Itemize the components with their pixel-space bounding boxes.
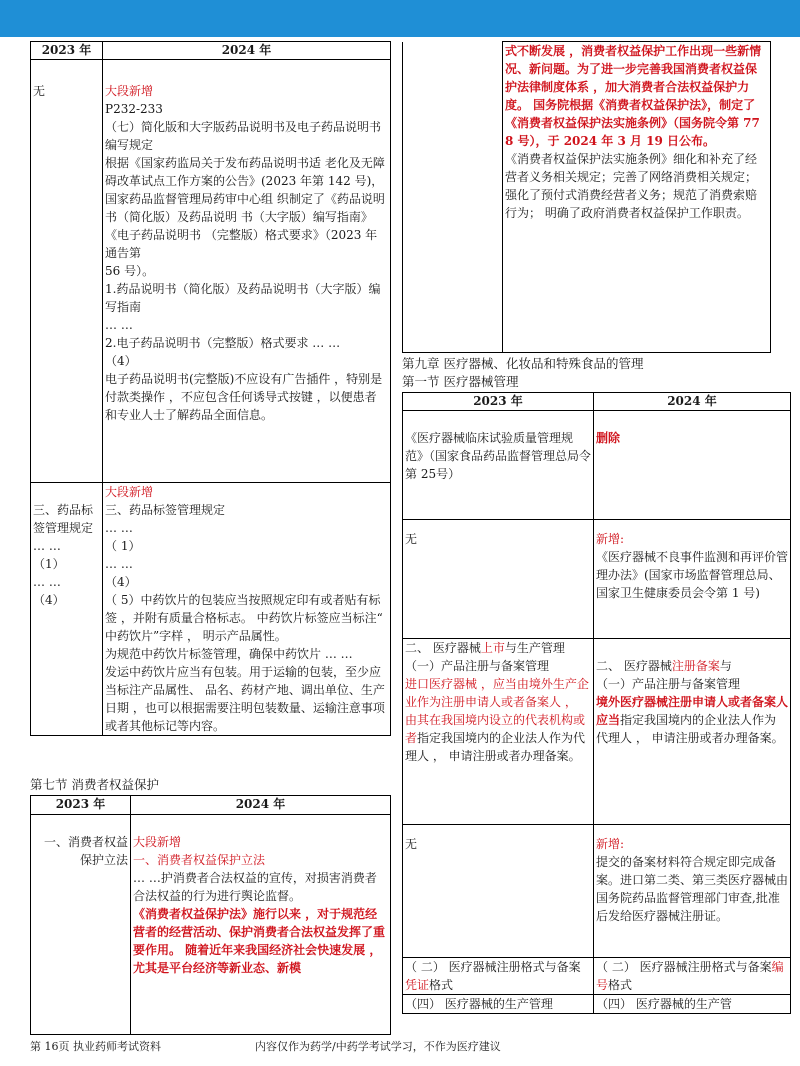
table-row — [31, 483, 391, 736]
text-line: 凭证 — [405, 978, 430, 992]
text-line: 二、 医疗器械 — [405, 641, 481, 655]
table-header-row — [31, 42, 391, 60]
cell-2023: 一、消费者权益保护立法 — [43, 835, 128, 867]
footer-left: 第 16页 执业药师考试资料 — [30, 1040, 161, 1053]
text-line: 根据《国家药监局关于发布药品说明书适 老化及无障碍改革试点工作方案的公告》(2023 年第 142 号)，国家药品监督管理局药审中心组 织制定了《药品说明书（简化版）及药品说明 书（大字版）编写指南》《电子药品说明书 （完整版）格式要求》（2023 年通告第 — [105, 156, 385, 260]
text-line: … … — [105, 557, 133, 571]
new-tag: 新增: — [596, 837, 625, 851]
section-title: 第七节 消费者权益保护 — [30, 777, 159, 792]
text-line: 1.药品说明书（简化版）及药品说明书（大字版）编写指南 — [105, 282, 381, 314]
text-line: 境外医疗器械注册申请人或者备案人应当 — [596, 695, 789, 727]
col-2023: 2023 年 — [403, 393, 594, 411]
text-line: 注册备案 — [671, 659, 720, 673]
cell-2023: （四） 医疗器械的生产管理 — [405, 997, 553, 1011]
text-line: P232-233 — [105, 102, 163, 116]
cell-2024: （四） 医疗器械的生产管 — [596, 997, 732, 1011]
text-line: 格式 — [608, 978, 633, 992]
text-line: 2.电子药品说明书（完整版）格式要求 … … — [105, 336, 341, 350]
text-line: （一）产品注册与备案管理 — [405, 659, 550, 673]
table-row — [403, 825, 791, 958]
text-line: （七）简化版和大字版药品说明书及电子药品说明书编写规定 — [105, 120, 382, 152]
text-line: … … — [105, 521, 133, 535]
text-line: （1） — [33, 557, 65, 571]
table-row — [31, 60, 391, 483]
text-line: … …护消费者合法权益的宣传，对损害消费者合法权益的行为进行舆论监督。 — [133, 871, 377, 903]
new-section-tag: 大段新增 — [105, 84, 154, 98]
cell-2023: 《医疗器械临床试验质量管理规范》（国家食品药品监督管理总局令第 25号） — [405, 431, 592, 481]
text-line: （4） — [33, 593, 65, 607]
cell-2023: 无 — [33, 84, 46, 98]
col-2023: 2023 年 — [31, 42, 103, 60]
table-header-row — [403, 393, 791, 411]
text-line: 指定我国境内的企业法人作为代理人 ， 申请注册或者办理备案。 — [405, 731, 586, 763]
text-line: 式不断发展 ，消费者权益保护工作出现一些新情况、新问题。为了进一步完善我国消费者权益保护法律制度体系 ，加大消费者合法权益保护力度。 国务院根据《消费者权益保护法》，制定了《消费者权益保护法实施条例》（国务院令第 778 号），于 2024 年 3 月 19 日公布。 — [505, 44, 762, 148]
text-line: 为规范中药饮片标签管理，确保中药饮片 … … — [105, 647, 353, 661]
col-2024: 2024 年 — [103, 42, 391, 60]
col-2024: 2024 年 — [594, 393, 791, 411]
table-drug-labels — [30, 41, 391, 736]
table-row — [403, 995, 791, 1014]
cell-2024: 《医疗器械不良事件监测和再评价管理办法》(国家市场监督管理总局、国家卫生健康委员会令第 1 号) — [596, 550, 789, 600]
text-line: 进口医疗器械 ，应当由境外生产企业作为注册申请人或者备案人 ， 由其在我国境内设立的代表机构或者 — [405, 677, 589, 745]
text-line: 三、药品标签管理规定 — [33, 503, 94, 535]
text-line: … … — [33, 575, 61, 589]
table-header-row — [31, 796, 391, 815]
table-row — [403, 520, 791, 639]
text-line: 格式 — [429, 978, 454, 992]
footer-center: 内容仅作为药学/中药学考试学习，不作为医疗建议 — [255, 1040, 501, 1053]
table-continuation — [402, 41, 771, 353]
text-line: 上市 — [480, 641, 505, 655]
table-medical-devices — [402, 392, 791, 1014]
text-line: 《消费者权益保护法》施行以来 ，对于规范经营者的经营活动、保护消费者合法权益发挥了重要作用。 随着近年来我国经济社会快速发展 ，尤其是平台经济等新业态、新模 — [133, 907, 386, 975]
text-line: （4） — [105, 354, 137, 368]
text-line: 发运中药饮片应当有包装。用于运输的包装，至少应当标注产品属性、 品名、药材产地、调出单位、生产日期 ，也可以根据需要注明包装数量、运输注意事项或者其他标记等内容。 — [105, 665, 385, 733]
new-section-tag: 大段新增 — [105, 485, 154, 499]
text-line: （一）产品注册与备案管理 — [596, 677, 741, 691]
table-row — [403, 411, 791, 520]
text-line: 与生产管理 — [504, 641, 565, 655]
new-section-tag: 大段新增 — [133, 835, 182, 849]
new-tag: 新增: — [596, 532, 625, 546]
table-row — [31, 815, 391, 1035]
col-2024: 2024 年 — [131, 796, 391, 815]
text-line: （4） — [105, 575, 137, 589]
table-row — [403, 958, 791, 995]
text-line: （ 二） 医疗器械注册格式与备案 — [405, 960, 581, 974]
text-line: 编号 — [596, 960, 784, 992]
text-line: （ 二） 医疗器械注册格式与备案 — [596, 960, 772, 974]
text-line: … … — [33, 539, 61, 553]
text-line: 56 号）。 — [105, 264, 155, 278]
text-line: 与 — [719, 659, 732, 673]
header-bar — [0, 0, 800, 37]
text-line: 《消费者权益保护法实施条例》细化和补充了经营者义务相关规定；完善了网络消费相关规定；强化了预付式消费经营者义务；规范了消费索赔行为； 明确了政府消费者权益保护工作职责。 — [505, 152, 758, 220]
text-line: … … — [105, 318, 133, 332]
text-line: 二、 医疗器械 — [596, 659, 672, 673]
cell-2024: 删除 — [596, 431, 621, 445]
table-consumer-rights — [30, 795, 391, 1035]
text-line: 电子药品说明书(完整版)不应设有广告插件 ，特别是付款类操作 ，不应包含任何诱导式按键 ，以便患者和专业人士了解药品全面信息。 — [105, 372, 383, 422]
section-title: 第一节 医疗器械管理 — [402, 374, 519, 389]
text-line: 三、药品标签管理规定 — [105, 503, 226, 517]
table-row — [403, 639, 791, 825]
text-line: （ 5）中药饮片的包装应当按照规定印有或者贴有标签 ，并附有质量合格标志。 中药饮片标签应当标注“ 中药饮片”字样 ， 明示产品属性。 — [105, 593, 383, 643]
chapter-title: 第九章 医疗器械、化妆品和特殊食品的管理 — [402, 356, 644, 371]
text-line: 指定我国境内的企业法人作为代理人 ， 申请注册或者办理备案。 — [596, 713, 784, 745]
cell-2023: 无 — [405, 837, 418, 851]
subtitle: 一、消费者权益保护立法 — [133, 853, 266, 867]
cell-2024: 提交的备案材料符合规定即完成备案。进口第二类、第三类医疗器械由国务院药品监督管理部门审查,批准后发给医疗器械注册证。 — [596, 855, 789, 923]
col-2023: 2023 年 — [31, 796, 131, 815]
text-line: （ 1） — [105, 539, 141, 553]
cell-2023: 无 — [405, 532, 418, 546]
